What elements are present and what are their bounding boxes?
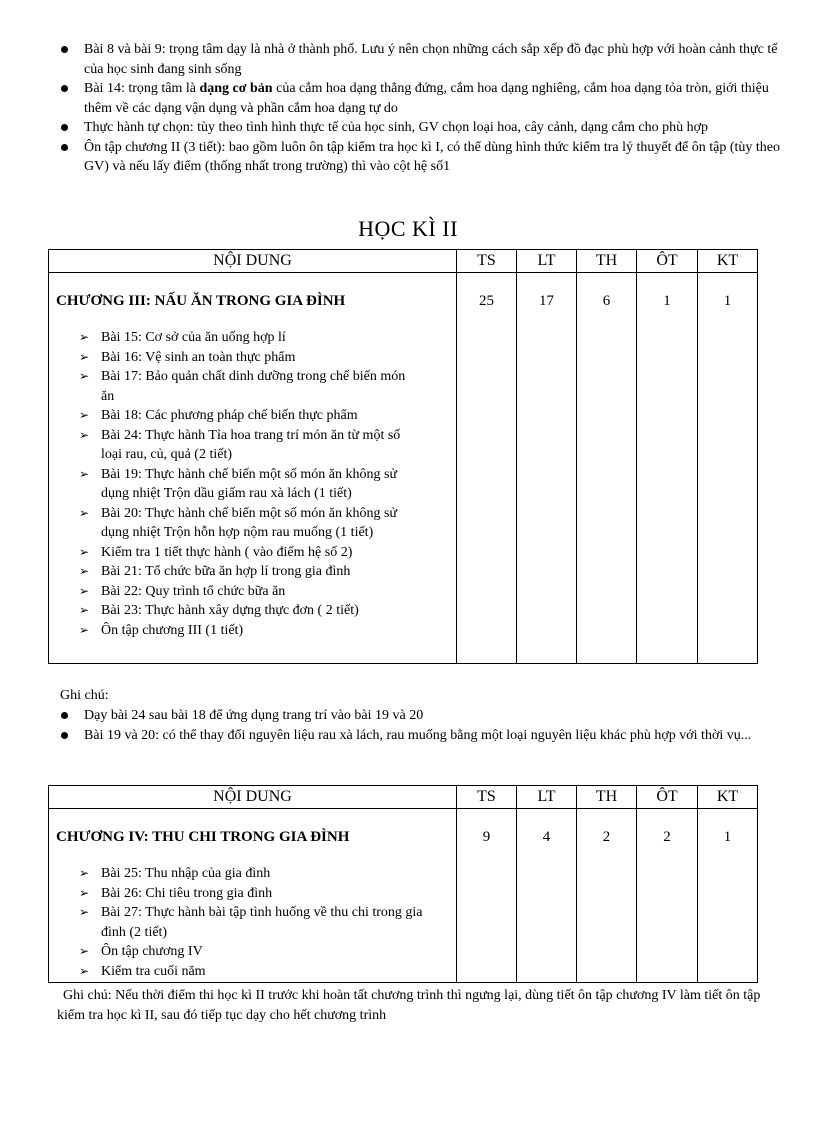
bullet-text: Thực hành tự chọn: tùy theo tình hình thực tế của học sinh, GV chọn loại hoa, cây cảnh, dạng cắm cho phù hợp <box>84 120 708 135</box>
arrow-bullet-icon: ➢ <box>79 944 90 958</box>
kt-value: 1 <box>698 809 758 983</box>
table-header-row <box>49 786 758 809</box>
table-row <box>49 809 758 983</box>
header-th: TH <box>577 786 637 809</box>
arrow-bullet-icon: ➢ <box>79 905 90 919</box>
lesson-item <box>79 942 424 962</box>
lesson-item <box>79 884 424 904</box>
arrow-bullet-icon: ➢ <box>79 866 90 880</box>
bullet-dot-icon <box>61 85 68 92</box>
arrow-bullet-icon: ➢ <box>79 369 90 383</box>
lesson-text: Bài 15: Cơ sở của ăn uống hợp lí <box>101 330 286 345</box>
arrow-bullet-icon: ➢ <box>79 505 90 520</box>
lesson-text: Bài 22: Quy trình tổ chức bữa ăn <box>101 583 286 599</box>
lesson-item <box>79 426 409 465</box>
bullet-item <box>57 138 787 177</box>
bullet-item <box>57 118 787 138</box>
lesson-item <box>79 348 409 368</box>
header-th: TH <box>577 250 637 273</box>
ts-value: 25 <box>457 273 517 664</box>
lesson-text: Bài 19: Thực hành chế biến một số món ăn không sử dụng nhiệt Trộn dầu giấm rau xà lách (1 tiết) <box>101 466 398 501</box>
lesson-item <box>79 903 424 942</box>
header-lt: LT <box>517 786 577 809</box>
lesson-text: Bài 17: Bảo quản chất dinh dưỡng trong chế biến món ăn <box>101 369 406 404</box>
content-cell <box>49 809 457 983</box>
header-content: NỘI DUNG <box>49 786 457 809</box>
arrow-bullet-icon: ➢ <box>79 408 90 422</box>
lesson-text: Kiểm tra cuối năm <box>101 963 206 979</box>
kt-value: 1 <box>698 273 758 664</box>
header-ot: ÔT <box>637 786 698 809</box>
lesson-item <box>79 582 409 602</box>
lesson-list <box>49 864 424 981</box>
th-value: 2 <box>577 809 637 983</box>
arrow-bullet-icon: ➢ <box>79 885 90 900</box>
top-bullet-list <box>57 40 787 177</box>
lesson-text: Bài 18: Các phương pháp chế biến thực phẩm <box>101 408 358 423</box>
arrow-bullet-icon: ➢ <box>79 603 90 617</box>
lesson-text: Bài 16: Vệ sinh an toàn thực phẩm <box>101 349 296 365</box>
bullet-dot-icon <box>61 46 68 53</box>
chapter-title: CHƯƠNG IV: THU CHI TRONG GIA ĐÌNH <box>56 829 350 845</box>
header-kt: KT <box>698 250 758 273</box>
th-value: 6 <box>577 273 637 664</box>
arrow-bullet-icon: ➢ <box>79 583 90 598</box>
lesson-text: Bài 24: Thực hành Tỉa hoa trang trí món ăn từ một số loại rau, củ, quả (2 tiết) <box>101 427 401 462</box>
lesson-text: Ôn tập chương IV <box>101 944 203 959</box>
header-lt: LT <box>517 250 577 273</box>
content-cell <box>49 273 457 664</box>
semester-title: HỌC KÌ II <box>358 216 458 241</box>
lesson-item <box>79 621 409 641</box>
bullet-text: Ôn tập chương II (3 tiết): bao gồm luôn ôn tập kiểm tra học kì I, có thể dùng hình thức kiểm tra lý thuyết để ôn tập (tùy theo GV) và nếu lấy điểm (thống nhất trong trường) thì vào cột hệ số1 <box>84 139 780 174</box>
lesson-text: Kiểm tra 1 tiết thực hành ( vào điểm hệ số 2) <box>101 544 353 560</box>
table-row <box>49 273 758 664</box>
lesson-text: Bài 25: Thu nhập của gia đình <box>101 866 271 881</box>
lesson-item <box>79 465 409 504</box>
lesson-text: Bài 27: Thực hành bài tập tình huống về thu chi trong gia đình (2 tiết) <box>101 905 423 940</box>
header-content: NỘI DUNG <box>49 250 457 273</box>
header-ts: TS <box>457 250 517 273</box>
arrow-bullet-icon: ➢ <box>79 466 90 481</box>
syllabus-table-chapter-4 <box>48 785 758 983</box>
bullet-item: Dạy bài 24 sau bài 18 để ứng dụng trang trí vào bài 19 và 20 <box>57 706 787 726</box>
arrow-bullet-icon: ➢ <box>79 544 90 559</box>
bullet-dot-icon <box>61 712 68 719</box>
lesson-item <box>79 328 409 348</box>
lt-value: 4 <box>517 809 577 983</box>
arrow-bullet-icon: ➢ <box>79 349 90 364</box>
ts-value: 9 <box>457 809 517 983</box>
lesson-item <box>79 864 424 884</box>
arrow-bullet-icon: ➢ <box>79 564 90 578</box>
ot-value: 1 <box>637 273 698 664</box>
bullet-item: Bài 19 và 20: có thể thay đổi nguyên liệu rau xà lách, rau muống bằng một loại nguyên liệu khác phù hợp với thời vụ... <box>57 726 787 746</box>
bullet-text: Bài 8 và bài 9: trọng tâm dạy là nhà ở thành phố. Lưu ý nên chọn những cách sắp xếp đồ đạc phù hợp với hoàn cảnh thực tế của học sinh đang sinh sống <box>84 42 778 77</box>
bullet-item <box>57 40 787 79</box>
lesson-item <box>79 562 409 582</box>
table-header-row <box>49 250 758 273</box>
lesson-text: Ôn tập chương III (1 tiết) <box>101 622 244 638</box>
arrow-bullet-icon: ➢ <box>79 622 90 637</box>
lesson-item <box>79 962 424 982</box>
lesson-item <box>79 543 409 563</box>
lesson-text: Bài 26: Chi tiêu trong gia đình <box>101 885 273 901</box>
lesson-text: Bài 21: Tổ chức bữa ăn hợp lí trong gia đình <box>101 564 351 579</box>
note-bullet-list <box>57 706 787 745</box>
bullet-dot-icon <box>61 732 68 739</box>
lt-value: 17 <box>517 273 577 664</box>
lesson-text: Bài 20: Thực hành chế biến một số món ăn không sử dụng nhiệt Trộn hỗn hợp nộm rau muống (1 tiết) <box>101 505 398 540</box>
lesson-item <box>79 504 409 543</box>
final-note: Ghi chú: Nếu thời điểm thi học kì II trước khi hoàn tất chương trình thì ngưng lại, dùng tiết ôn tập chương IV làm tiết ôn tập kiểm tra học kì II, sau đó tiếp tục dạy cho hết chương trình <box>57 988 761 1023</box>
bullet-dot-icon <box>61 144 68 151</box>
bold-text: dạng cơ bản <box>199 81 273 96</box>
lesson-list <box>49 328 409 640</box>
ot-value: 2 <box>637 809 698 983</box>
bullet-item: Bài 14: trọng tâm là dạng cơ bản của cắm hoa dạng thẳng đứng, cắm hoa dạng nghiêng, cắm hoa dạng tỏa tròn, giới thiệu thêm về các dạng vận dụng và phần cắm hoa dạng tự do <box>57 79 787 118</box>
header-ts: TS <box>457 786 517 809</box>
arrow-bullet-icon: ➢ <box>79 427 90 442</box>
arrow-bullet-icon: ➢ <box>79 330 90 344</box>
lesson-item <box>79 367 409 406</box>
bullet-dot-icon <box>61 124 68 131</box>
chapter-title: CHƯƠNG III: NẤU ĂN TRONG GIA ĐÌNH <box>56 293 346 309</box>
arrow-bullet-icon: ➢ <box>79 963 90 978</box>
note-title: Ghi chú: <box>60 688 109 703</box>
header-kt: KT <box>698 786 758 809</box>
syllabus-table-chapter-3 <box>48 249 758 664</box>
lesson-item <box>79 406 409 426</box>
lesson-item <box>79 601 409 621</box>
header-ot: ÔT <box>637 250 698 273</box>
lesson-text: Bài 23: Thực hành xây dựng thực đơn ( 2 tiết) <box>101 603 359 618</box>
